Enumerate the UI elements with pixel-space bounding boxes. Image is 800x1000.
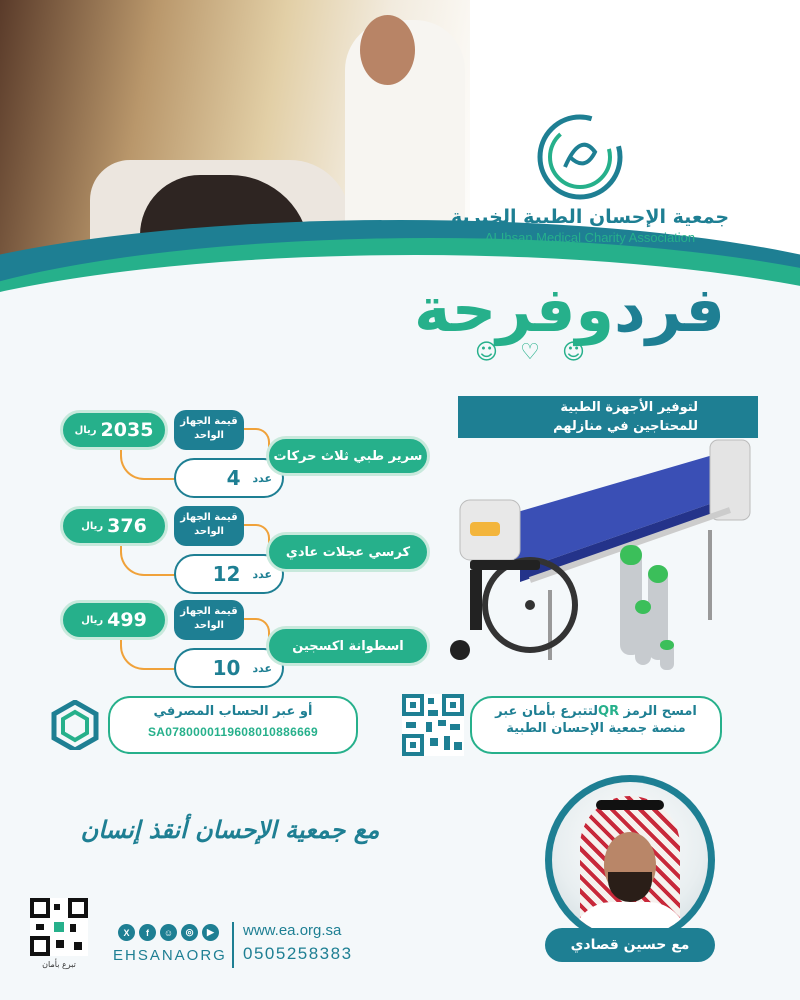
org-name-arabic: جمعية الإحسان الطبية الخيرية bbox=[450, 206, 730, 228]
social-links bbox=[118, 924, 219, 941]
bank-account-box bbox=[108, 696, 358, 754]
org-name-english: ALIhsan Medical Charity Association bbox=[484, 230, 696, 245]
footer-qr-label: تبرع بأمان bbox=[42, 960, 76, 969]
unit-price bbox=[60, 410, 168, 450]
website-link[interactable]: www.ea.org.sa bbox=[243, 922, 342, 939]
campaign-title-part1: فرد bbox=[614, 273, 725, 346]
count-value: 12 bbox=[212, 562, 241, 586]
host-name: مع حسين قصادي bbox=[545, 928, 715, 962]
device-row-bed bbox=[60, 410, 430, 506]
qr-prompt-line2: منصة جمعية الإحسان الطبية bbox=[506, 721, 686, 736]
unit-price bbox=[60, 600, 168, 640]
org-logo bbox=[535, 112, 625, 202]
device-row-wheelchair bbox=[60, 506, 430, 602]
x-icon[interactable]: X bbox=[118, 924, 135, 941]
qr-prompt-qr: QR bbox=[598, 704, 620, 719]
device-name: كرسي عجلات عادي bbox=[266, 532, 430, 572]
unit-price bbox=[60, 506, 168, 546]
bank-account-label: أو عبر الحساب المصرفي bbox=[153, 704, 313, 719]
snapchat-icon[interactable]: ☺ bbox=[160, 924, 177, 941]
count-label: عدد bbox=[252, 661, 272, 675]
medical-equipment-illustration bbox=[430, 430, 770, 670]
subtitle-line2: للمحتاجين في منازلهم bbox=[553, 419, 698, 434]
unit-price-value: 499 bbox=[107, 609, 147, 631]
smile-icon: ☺ bbox=[562, 340, 585, 365]
social-handle[interactable]: EHSANAORG bbox=[113, 947, 227, 964]
campaign-title-part2: وفرحة bbox=[414, 273, 615, 346]
instagram-icon[interactable]: ◎ bbox=[181, 924, 198, 941]
device-name: اسطوانة اكسجين bbox=[266, 626, 430, 666]
currency-label: ريال bbox=[74, 424, 97, 436]
heart-icon: ♡ bbox=[520, 340, 540, 365]
footer-qr-code[interactable] bbox=[30, 898, 88, 956]
qr-prompt-suffix: لتتبرع بأمان عبر bbox=[495, 704, 599, 719]
subtitle-line1: لتوفير الأجهزة الطبية bbox=[560, 400, 698, 415]
smile-icon: ☺ bbox=[475, 340, 498, 365]
facebook-icon[interactable]: f bbox=[139, 924, 156, 941]
slogan: مع جمعية الإحسان أنقذ إنسان bbox=[80, 815, 380, 844]
smiley-icons bbox=[475, 340, 585, 365]
currency-label: ريال bbox=[81, 520, 104, 532]
bank-iban[interactable]: SA0780000119608010886669 bbox=[147, 725, 319, 739]
count-value: 4 bbox=[226, 466, 241, 490]
qr-code[interactable] bbox=[402, 694, 464, 756]
qr-prompt-line1 bbox=[472, 704, 720, 719]
campaign-title bbox=[414, 270, 725, 350]
footer-divider bbox=[232, 922, 234, 968]
qr-prompt-prefix: امسح الرمز bbox=[619, 704, 697, 719]
count-label: عدد bbox=[252, 567, 272, 581]
currency-label: ريال bbox=[81, 614, 104, 626]
host-portrait bbox=[552, 782, 708, 938]
count-label: عدد bbox=[252, 471, 272, 485]
unit-price-label: قيمة الجهاز الواحد bbox=[174, 410, 244, 450]
unit-price-label: قيمة الجهاز الواحد bbox=[174, 600, 244, 640]
device-name: سرير طبي ثلاث حركات bbox=[266, 436, 430, 476]
phone-number[interactable]: 0505258383 bbox=[243, 944, 353, 963]
unit-price-value: 2035 bbox=[100, 419, 154, 441]
unit-price-value: 376 bbox=[107, 515, 147, 537]
device-row-oxygen bbox=[60, 600, 430, 696]
qr-donation-box bbox=[470, 696, 722, 754]
unit-price-label: قيمة الجهاز الواحد bbox=[174, 506, 244, 546]
count-value: 10 bbox=[212, 656, 241, 680]
youtube-icon[interactable]: ▶ bbox=[202, 924, 219, 941]
bank-logo-icon bbox=[50, 700, 100, 750]
